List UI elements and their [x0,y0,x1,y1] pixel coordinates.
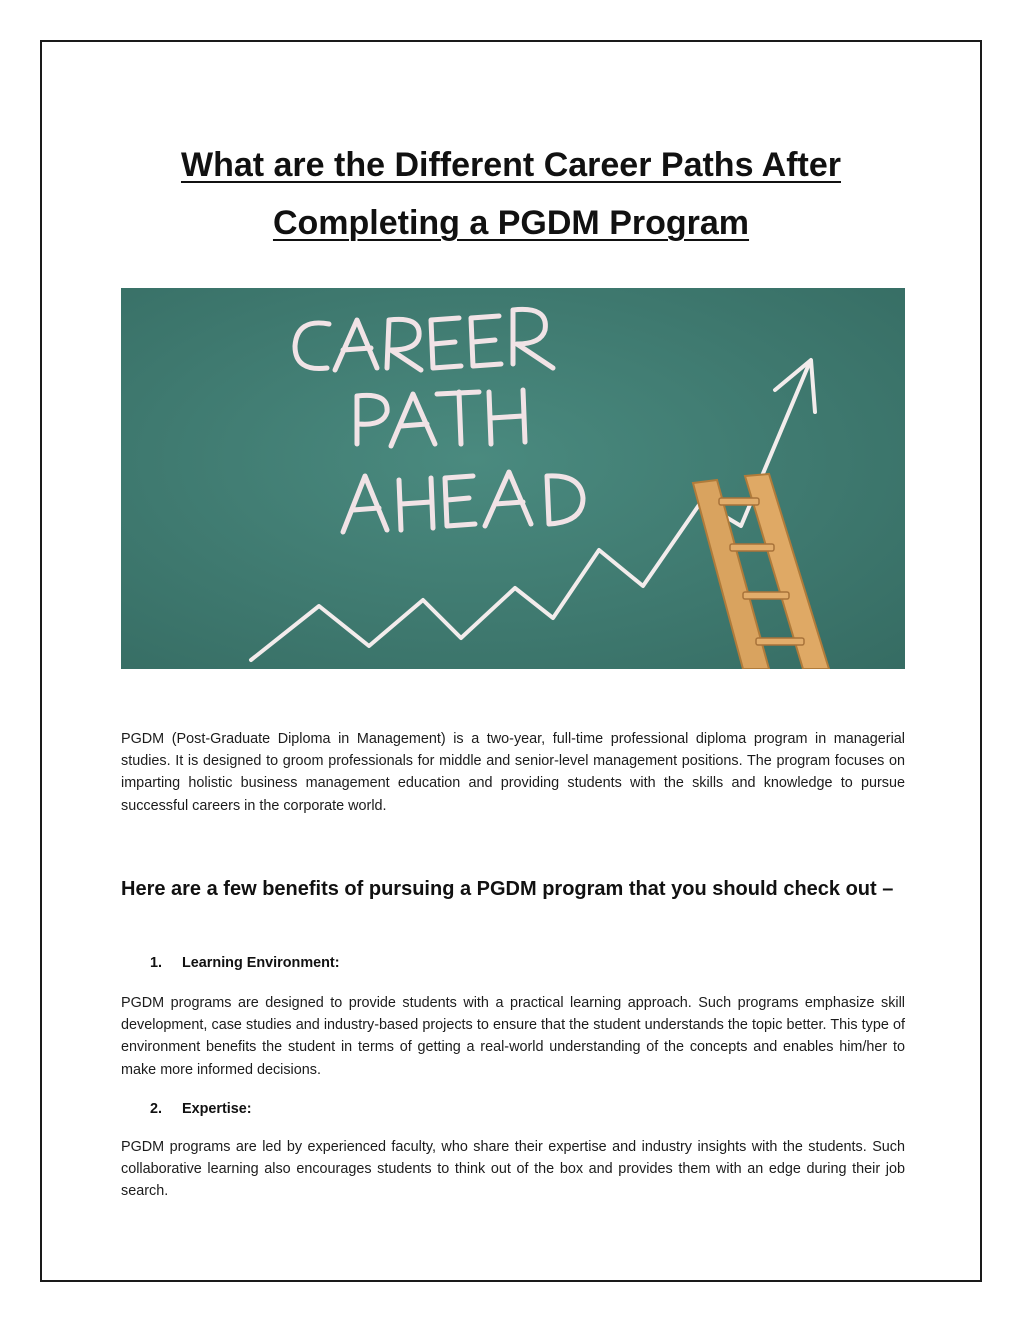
page-title-line-2: Completing a PGDM Program [272,204,750,242]
intro-paragraph: PGDM (Post-Graduate Diploma in Management) is a two-year, full-time professional diploma program in managerial studies. It is designed to groom professionals for middle and senior-level management positions. The program focuses on imparting holistic business management education and providing students with the skills and knowledge to pursue successful careers in the corporate world. [121,731,905,814]
career-path-chalkboard-image [121,288,905,669]
benefits-heading: Here are a few benefits of pursuing a PGDM program that you should check out – [121,878,894,900]
page-title [42,136,980,252]
benefit-2-paragraph: PGDM programs are led by experienced faculty, who share their expertise and industry insights with the students. Such collaborative learning also encourages students to think out of the box and provides them with an edge during their job search. [121,1139,905,1200]
benefit-2-label: Expertise: [182,1101,252,1117]
page-title-line-1: What are the Different Career Paths After [180,146,841,184]
page-frame [40,40,982,1282]
benefit-2-number: 2. [150,1101,163,1117]
benefit-1-paragraph: PGDM programs are designed to provide students with a practical learning approach. Such programs emphasize skill development, case studies and industry-based projects to ensure that the student understands the topic better. This type of environment benefits the student in terms of getting a real-world understanding of the concepts and enables him/her to make more informed decisions. [121,995,905,1078]
benefit-2-title [150,1101,252,1117]
benefit-1-number: 1. [150,955,163,971]
benefit-1-title [150,955,340,971]
benefit-1-label: Learning Environment: [182,955,340,971]
